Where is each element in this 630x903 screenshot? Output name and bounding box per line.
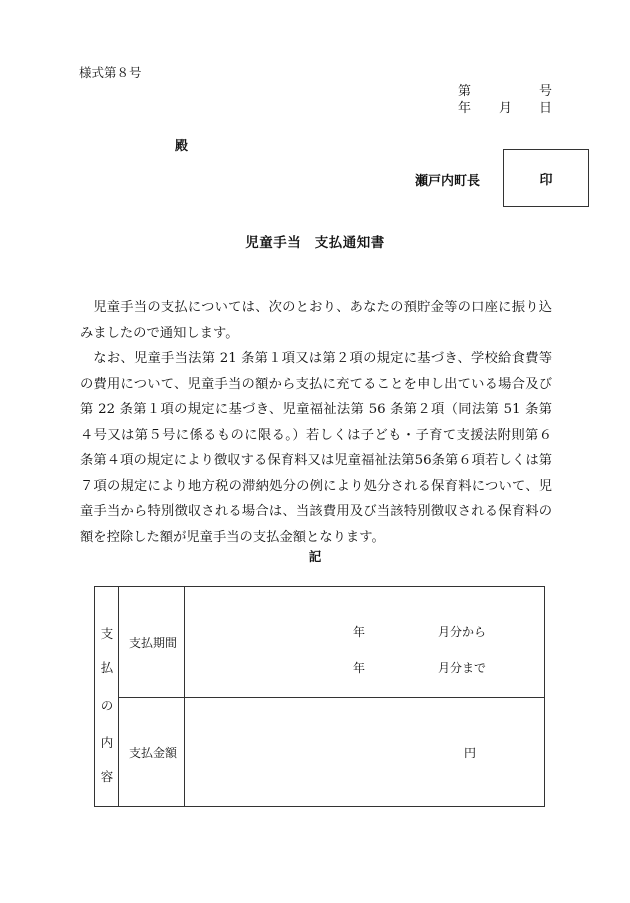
- period-from-year: 年: [353, 625, 366, 639]
- vertical-header-char: 払: [100, 660, 114, 675]
- doc-number-dai: 第: [458, 84, 472, 99]
- vertical-header-char: 支: [100, 626, 114, 641]
- date-day: 日: [539, 101, 553, 116]
- payment-table: [94, 586, 545, 807]
- amount-label: 支払金額: [129, 746, 178, 760]
- document-title: [0, 231, 630, 251]
- addressee-honorific: 殿: [175, 139, 189, 154]
- body-paragraph-1: 児童手当の支払については、次のとおり、あなたの預貯金等の口座に振り込みましたので通知します。: [80, 300, 552, 341]
- title-part1: 児童手当: [245, 235, 302, 251]
- seal-label: 印: [539, 172, 553, 188]
- vertical-header-char: 容: [100, 769, 114, 784]
- doc-number-go: 号: [539, 84, 553, 99]
- body-paragraph-2: なお、児童手当法第 21 条第１項又は第２項の規定に基づき、学校給食費等の費用について、児童手当の額から支払に充てることを申し出ている場合及び第 22 条第１項の規定に基づき、児童福祉法第 56 条第２項（同法第 51 条第４号又は第５号に係るものに限る。）若しくは子ども・子育て支援法附則第６条第４項の規定により徴収する保育料又は児童福祉法第56条第６項若しくは第７項の規定により地方税の滞納処分の例により処分される保育料について、児童手当から特別徴収される場合は、当該費用及び当該特別徴収される保育料の額を控除した額が児童手当の支払金額となります。: [80, 351, 552, 545]
- date-year: 年: [458, 101, 472, 116]
- period-label: 支払期間: [129, 636, 178, 650]
- amount-unit: 円: [464, 746, 477, 760]
- seal-box: [503, 149, 589, 207]
- ki-heading: 記: [308, 549, 322, 564]
- form-number: 様式第８号: [79, 65, 142, 80]
- vertical-header-char: の: [100, 698, 114, 713]
- period-from-suffix: 月分から: [438, 625, 487, 639]
- body-text: [80, 295, 552, 550]
- issuer-name: 瀬戸内町長: [415, 174, 481, 189]
- title-part2: 支払通知書: [314, 235, 385, 251]
- table-divider: [118, 697, 544, 698]
- period-to-suffix: 月分まで: [438, 661, 487, 675]
- vertical-header-char: 内: [100, 735, 114, 750]
- date-month: 月: [499, 101, 513, 116]
- period-to-year: 年: [353, 661, 366, 675]
